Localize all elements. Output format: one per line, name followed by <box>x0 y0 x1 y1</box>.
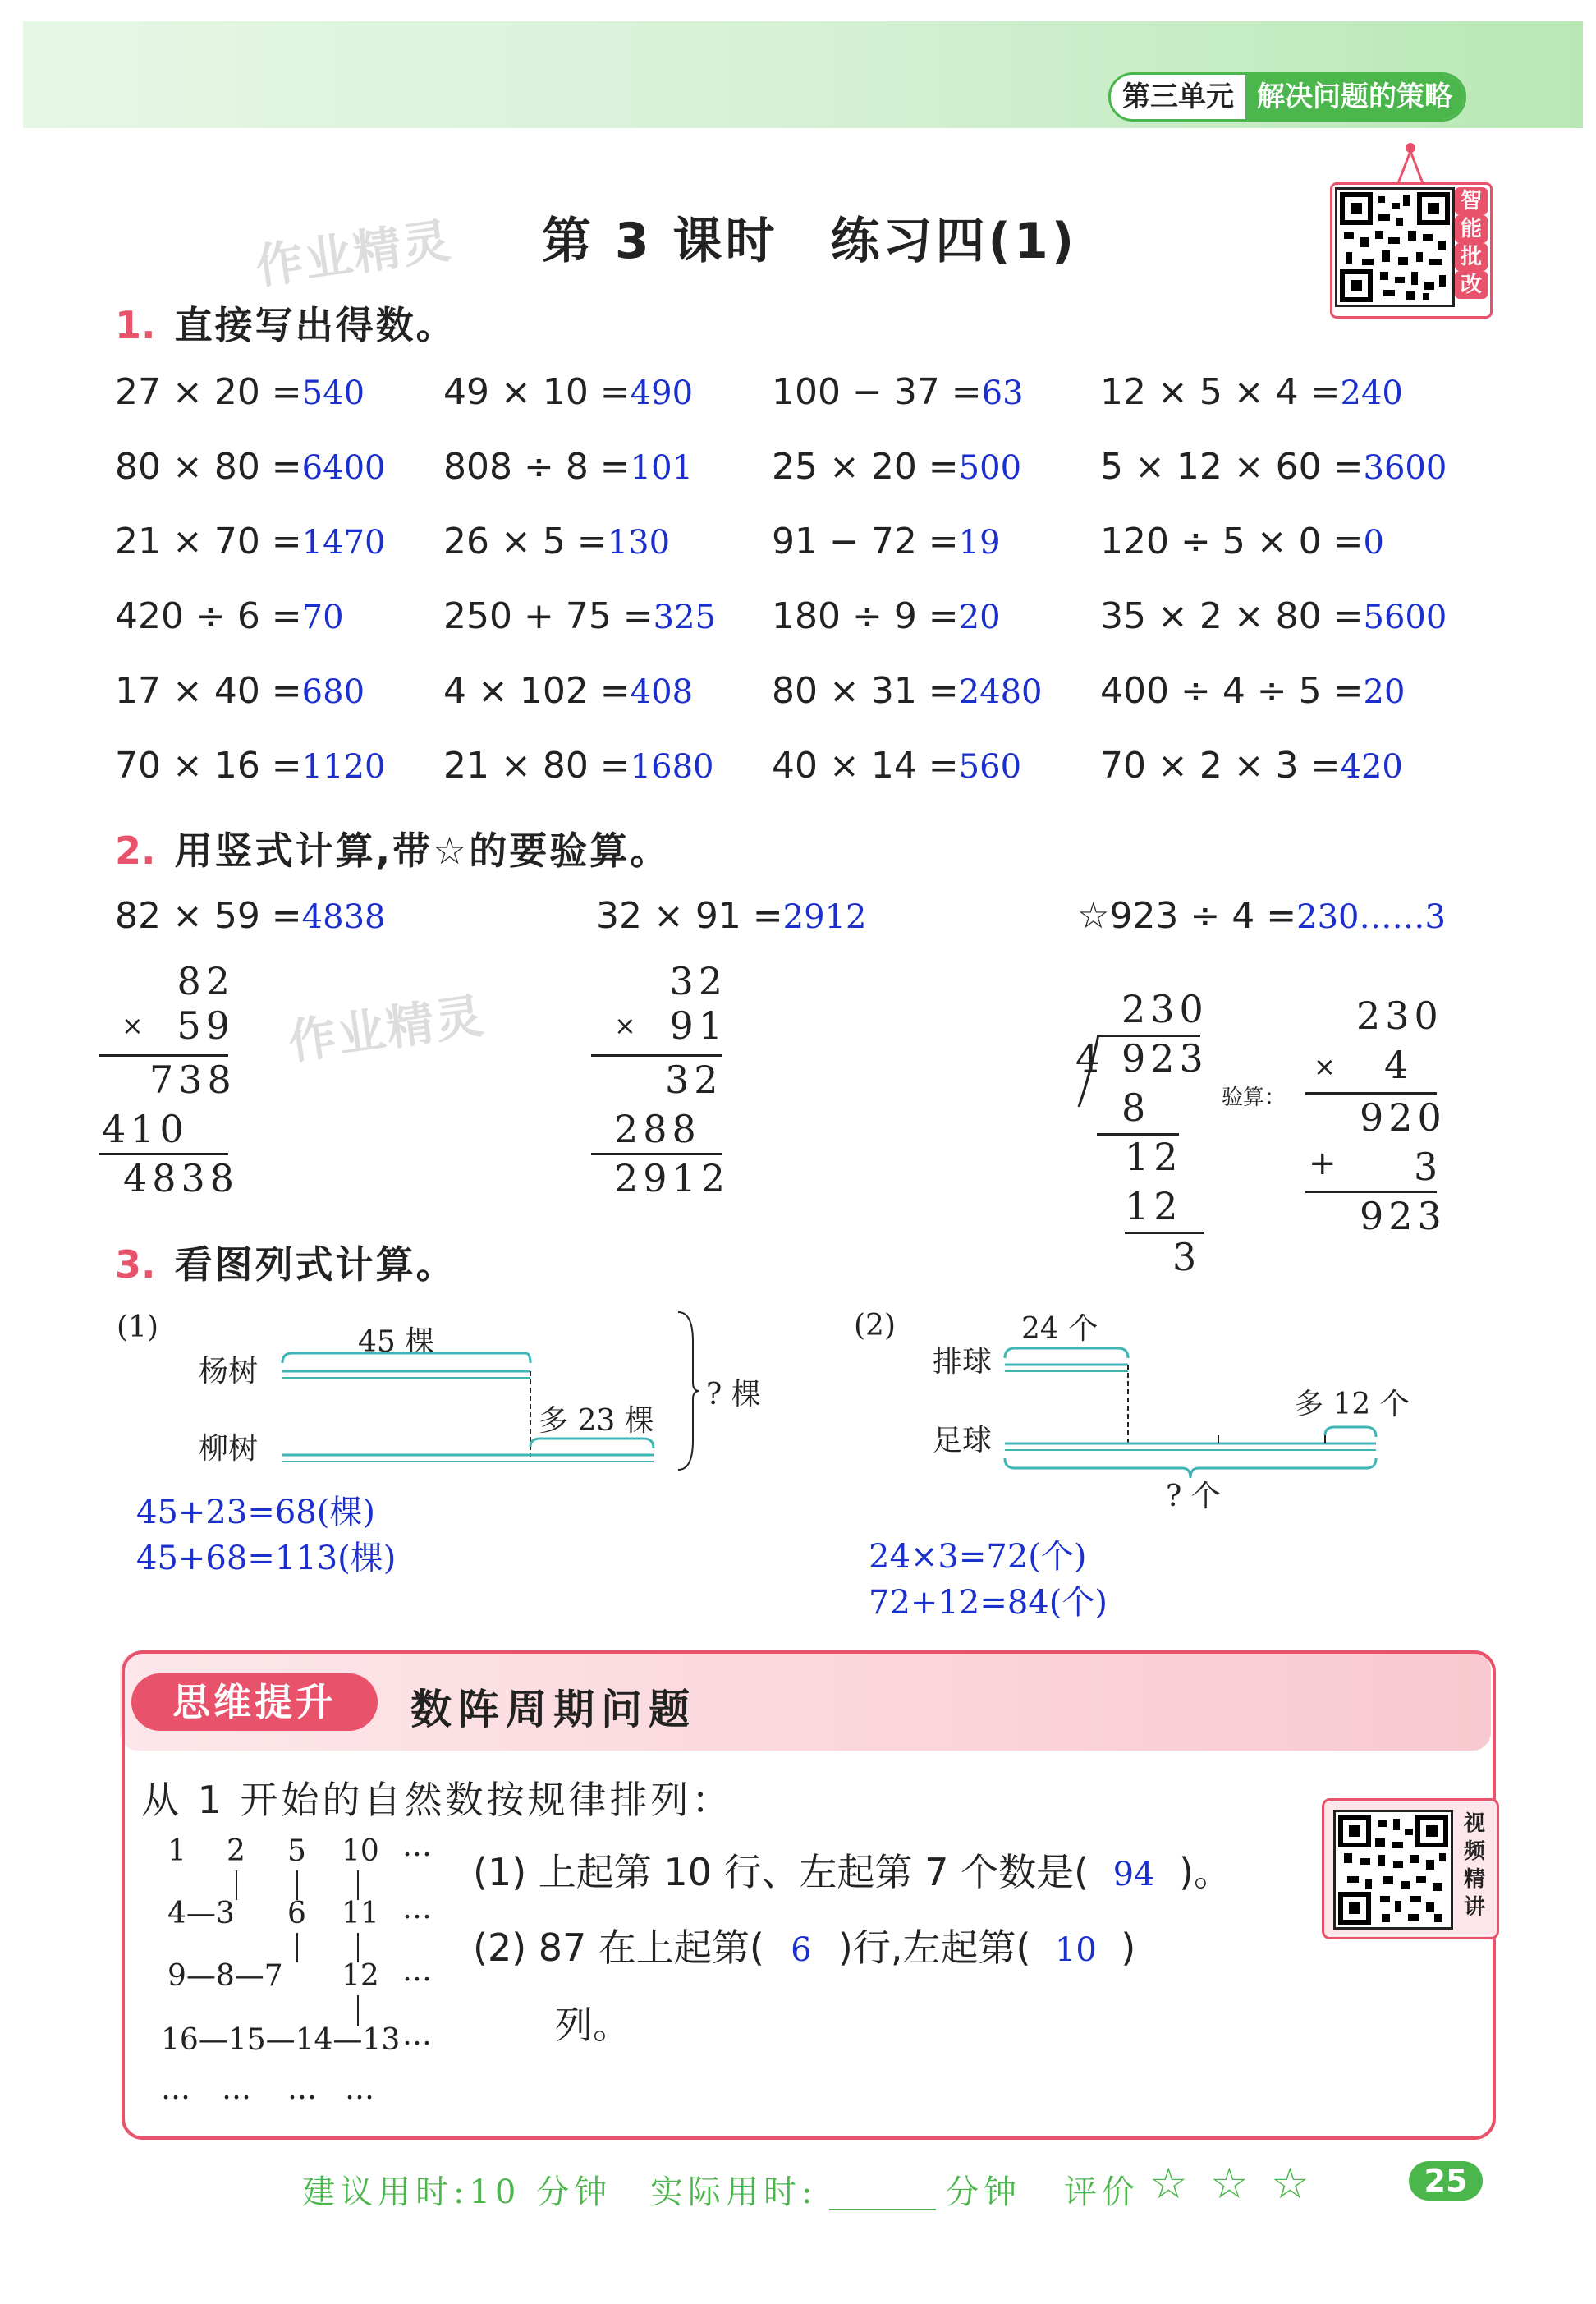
oral-calc-item: 21 × 80 =1680 <box>443 745 714 787</box>
calc-line <box>99 1153 228 1155</box>
page-number: 25 <box>1409 2161 1483 2201</box>
divisor: 4 <box>1075 1036 1105 1081</box>
div-step: 12 <box>1125 1135 1183 1179</box>
section1-heading: 1. 直接写出得数。 <box>115 303 456 347</box>
star-icon[interactable]: ☆ <box>1210 2159 1249 2209</box>
answer: 4838 <box>301 898 386 936</box>
suggested-time: 建议用时:10 分钟 <box>302 2173 612 2211</box>
watermark: 作业精灵 <box>252 212 456 296</box>
label-poplar: 杨树 <box>199 1355 259 1388</box>
label-45: 45 棵 <box>358 1325 435 1359</box>
unit-label: 第三单元 <box>1122 80 1234 113</box>
vertical-calc-1: 82 × 59 <box>122 959 235 1048</box>
star-icon[interactable]: ☆ <box>1149 2159 1188 2209</box>
oral-calc-item: 91 − 72 =19 <box>772 521 1001 562</box>
vertical-calc-2: 32 × 91 <box>614 959 727 1048</box>
answer-line: 45+23=68(棵) <box>136 1494 375 1531</box>
actual-time-label: 实际用时: <box>650 2173 818 2211</box>
dividend: 923 <box>1121 1036 1208 1081</box>
answer: 2480 <box>958 673 1043 711</box>
oral-calc-item: 808 ÷ 8 =101 <box>443 446 694 488</box>
calc-line <box>1305 1191 1437 1193</box>
think-intro: 从 1 开始的自然数按规律排列： <box>141 1778 733 1822</box>
array-connectors <box>164 1834 378 2031</box>
answer-line: 72+12=84(个) <box>869 1584 1108 1622</box>
quotient: 230 <box>1121 987 1208 1031</box>
oral-calc-item: 80 × 31 =2480 <box>772 670 1043 712</box>
answer: 1680 <box>630 748 714 786</box>
oral-calc-item: 70 × 16 =1120 <box>115 745 386 787</box>
number-array: 1 2 5 10 … 4—3 6 11 … 9—8—7 12 … 16—15—14—13 … … … … … <box>161 1829 432 2106</box>
answer: 20 <box>958 599 1001 636</box>
answer-line: 24×3=72(个) <box>869 1538 1087 1576</box>
answer: 540 <box>301 374 365 412</box>
diagram2-number: (2) <box>854 1309 896 1342</box>
answer: 325 <box>653 599 717 636</box>
oral-calc-item: 35 × 2 × 80 =5600 <box>1100 595 1447 637</box>
calc-line <box>99 1054 228 1057</box>
partial-product: 410 <box>102 1107 189 1151</box>
answer: 20 <box>1363 673 1406 711</box>
answer: 240 <box>1340 374 1403 412</box>
oral-calc-item: 25 × 20 =500 <box>772 446 1022 488</box>
oral-calc-item: 80 × 80 =6400 <box>115 446 386 488</box>
answer: 490 <box>630 374 694 412</box>
answer: 0 <box>1363 524 1384 562</box>
label-question: ? 棵 <box>706 1378 761 1411</box>
answer: 130 <box>607 524 671 562</box>
hang-icon <box>1396 140 1425 186</box>
oral-calc-item: 21 × 70 =1470 <box>115 521 386 562</box>
div-step: 8 <box>1121 1085 1151 1130</box>
answer: 2912 <box>782 898 867 936</box>
check-row: 920 <box>1360 1095 1447 1140</box>
oral-calc-item: 400 ÷ 4 ÷ 5 =20 <box>1100 670 1406 712</box>
label-more-23: 多 23 棵 <box>539 1404 654 1438</box>
minute-label: 分钟 <box>946 2173 1021 2211</box>
oral-calc-item: 26 × 5 =130 <box>443 521 671 562</box>
calc-line <box>591 1054 722 1057</box>
div-step: 12 <box>1125 1184 1183 1228</box>
partial-product: 32 <box>665 1058 723 1102</box>
oral-calc-item: 49 × 10 =490 <box>443 371 694 413</box>
oral-calc-item: 100 − 37 =63 <box>772 371 1024 413</box>
check-row: 923 <box>1360 1194 1447 1238</box>
oral-calc-item: 12 × 5 × 4 =240 <box>1100 371 1403 413</box>
label-more-12: 多 12 个 <box>1294 1388 1410 1421</box>
diagram1-number: (1) <box>117 1310 158 1344</box>
partial-product: 738 <box>149 1058 236 1102</box>
page-title: 第 3 课时 练习四(1) <box>542 213 1078 270</box>
check-op: + <box>1309 1145 1337 1182</box>
answer-line: 45+68=113(棵) <box>136 1540 397 1577</box>
think-badge: 思维提升 <box>131 1673 378 1731</box>
partial-product: 288 <box>614 1107 701 1151</box>
answer: 101 <box>630 449 694 487</box>
answer: 680 <box>301 673 365 711</box>
watermark: 作业精灵 <box>285 987 488 1071</box>
oral-calc-item: 250 + 75 =325 <box>443 595 717 637</box>
think-title: 数阵周期问题 <box>410 1686 696 1733</box>
problem-82x59: 82 × 59 =4838 <box>115 895 386 937</box>
oral-calc-item: 180 ÷ 9 =20 <box>772 595 1001 637</box>
answer: 63 <box>981 374 1024 412</box>
check-row: 230 <box>1356 994 1443 1038</box>
answer: 560 <box>958 748 1022 786</box>
check-row: 3 <box>1414 1145 1443 1189</box>
answer: 500 <box>958 449 1022 487</box>
think-q2: (2) 87 在上起第( 6 )行,左起第( 10 ) <box>473 1925 1136 1970</box>
answer: 70 <box>301 599 344 636</box>
check-label: 验算： <box>1222 1085 1286 1110</box>
star-icon[interactable]: ☆ <box>1271 2159 1309 2209</box>
actual-time-input[interactable] <box>829 2209 936 2210</box>
oral-calc-item: 4 × 102 =408 <box>443 670 694 712</box>
label-football: 足球 <box>933 1424 993 1457</box>
check-op: × <box>1314 1051 1336 1082</box>
answer: 1120 <box>301 748 386 786</box>
think-q1: (1) 上起第 10 行、左起第 7 个数是( 94 )。 <box>473 1850 1231 1894</box>
label-24: 24 个 <box>1021 1312 1098 1346</box>
label-volleyball: 排球 <box>933 1345 993 1379</box>
qr-code-icon[interactable] <box>1333 1810 1453 1930</box>
calc-line <box>591 1153 722 1155</box>
oral-calc-item: 27 × 20 =540 <box>115 371 365 413</box>
oral-calc-item: 420 ÷ 6 =70 <box>115 595 344 637</box>
evaluation-label: 评价 <box>1064 2173 1140 2211</box>
answer: 408 <box>630 673 694 711</box>
calc-line <box>1125 1232 1204 1234</box>
answer: 3600 <box>1363 449 1447 487</box>
oral-calc-item: 70 × 2 × 3 =420 <box>1100 745 1403 787</box>
answer: 19 <box>958 524 1001 562</box>
problem-923div4: ☆923 ÷ 4 =230……3 <box>1077 895 1446 937</box>
qr-code-icon[interactable] <box>1335 187 1455 307</box>
remainder: 3 <box>1172 1235 1202 1279</box>
label-willow: 柳树 <box>199 1432 259 1466</box>
section2-heading: 2. 用竖式计算,带☆的要验算。 <box>115 828 671 873</box>
answer: 230……3 <box>1296 898 1446 936</box>
product: 2912 <box>614 1156 731 1200</box>
answer: 6400 <box>301 449 386 487</box>
answer: 1470 <box>301 524 386 562</box>
oral-calc-item: 40 × 14 =560 <box>772 745 1022 787</box>
oral-calc-item: 17 × 40 =680 <box>115 670 365 712</box>
product: 4838 <box>123 1156 240 1200</box>
section3-heading: 3. 看图列式计算。 <box>115 1242 456 1287</box>
label-question: ? 个 <box>1166 1480 1221 1513</box>
bracket-icon <box>675 1309 699 1473</box>
unit-badge <box>1108 72 1466 122</box>
problem-32x91: 32 × 91 =2912 <box>596 895 867 937</box>
calc-line <box>1305 1092 1437 1095</box>
answer: 420 <box>1340 748 1403 786</box>
answer: 5600 <box>1363 599 1447 636</box>
unit-topic: 解决问题的策略 <box>1245 75 1464 119</box>
qr2-tag: 视 频 精 讲 <box>1463 1811 1485 1920</box>
oral-calc-item: 5 × 12 × 60 =3600 <box>1100 446 1447 488</box>
oral-calc-item: 120 ÷ 5 × 0 =0 <box>1100 521 1384 562</box>
check-row: 4 <box>1384 1043 1414 1087</box>
qr1-tag: 智 能 批 改 <box>1455 187 1488 299</box>
think-q2-tail: 列。 <box>555 2003 631 2047</box>
